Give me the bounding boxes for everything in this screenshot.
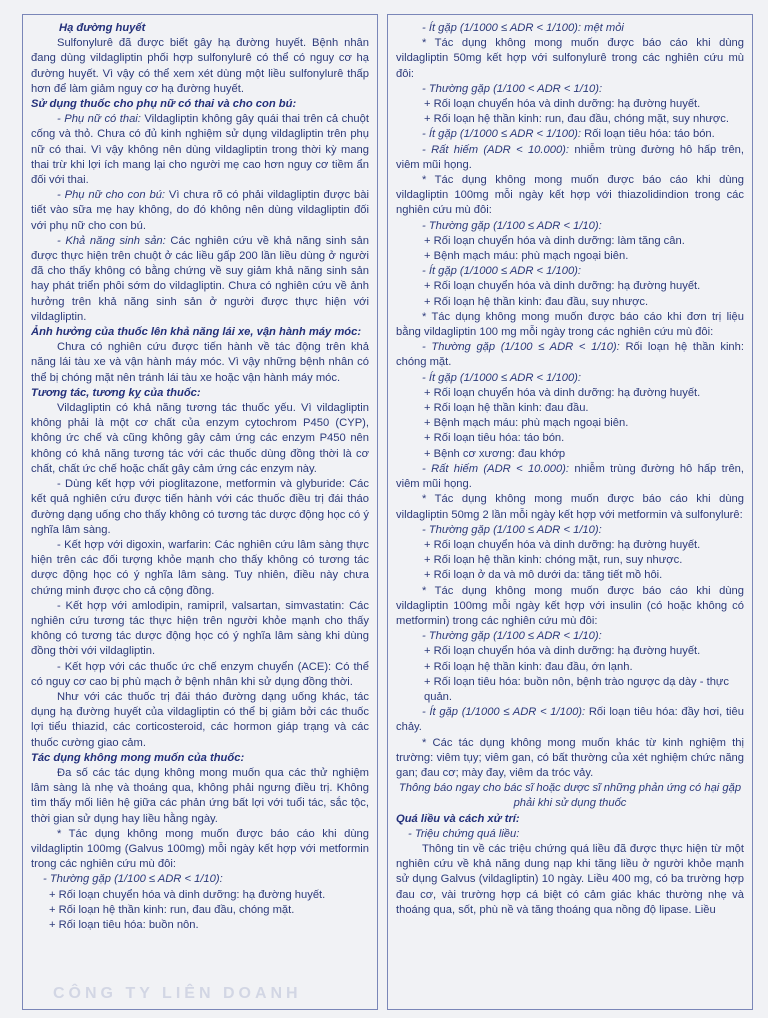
frequency-very-rare-row: [396, 462, 744, 492]
frequency-very-rare-row: [396, 143, 744, 173]
notice-report: Thông báo ngay cho bác sĩ hoặc dược sĩ những phản ứng có hại gặp phải khi sử dụng thuốc: [398, 782, 742, 810]
list-item: + Rối loạn chuyển hóa và dinh dưỡng: hạ đường huyết.: [424, 538, 701, 551]
text-fertility: Các nghiên cứu về khả năng sinh sản được thực hiện trên chuột ở các liều gấp 200 lần liều dùng ở người đã cho thấy không có bằng chứng về suy giảm khả năng sinh sản hay phát triển phôi sớm do vildagliptin. Chưa có nghiên cứu về ảnh hưởng trên khả năng sinh sản ở người được thực hiện với vildagliptin.: [31, 234, 369, 323]
list-item: + Rối loạn chuyển hóa và dinh dưỡng: làm tăng cân.: [424, 234, 685, 247]
list-item: + Rối loạn chuyển hóa và dinh dưỡng: hạ đường huyết.: [49, 888, 326, 901]
paragraph-insulin-combo: * Tác dụng không mong muốn được báo cáo khi dùng vildagliptin 100mg mỗi ngày kết hợp với insulin (có hoặc không có metformin) trong các nghiên cứu mù đôi:: [396, 584, 744, 627]
list-item: + Rối loạn hệ thần kinh: đau đầu.: [424, 402, 589, 415]
frequency-label: - Ít gặp (1/1000 ≤ ADR < 1/100):: [422, 706, 586, 719]
paragraph-lactation: [31, 188, 369, 234]
paragraph-interactions-4: - Kết hợp với amlodipin, ramipril, valsartan, simvastatin: Các nghiên cứu tương tác thực hiện trên người khỏe mạnh cho thấy không có tương tác dược động học có ý nghĩa lâm sàng khi dùng đồng thời với vildagliptin.: [31, 599, 369, 658]
paragraph-driving: Chưa có nghiên cứu được tiến hành về tác động trên khả năng lái tàu xe và vận hành máy móc. Vì vậy những bệnh nhân có thể bị chóng mặt nên tránh lái tàu xe hoặc vận hành máy móc.: [31, 341, 369, 384]
paragraph-fertility: [31, 234, 369, 325]
watermark-text: CÔNG TY LIÊN DOANH: [53, 984, 302, 1002]
paragraph-post-marketing: * Các tác dụng không mong muốn khác từ kinh nghiệm thị trường: viêm tụy; viêm gan, có bất thường của xét nghiệm chức năng gan; đau cơ; mày đay, viêm da tróc vảy.: [396, 736, 744, 779]
paragraph-adverse-2: * Tác dụng không mong muốn được báo cáo khi dùng vildagliptin 100mg (Galvus 100mg) mỗi ngày kết hợp với metformin trong các nghiên cứu mù đôi:: [31, 827, 369, 871]
list-item: + Rối loạn chuyển hóa và dinh dưỡng: hạ đường huyết.: [424, 98, 701, 111]
frequency-text: Rối loạn hệ thần kinh: chóng mặt.: [396, 341, 744, 369]
heading-interactions: Tương tác, tương kỵ của thuốc:: [31, 386, 201, 399]
list-item: + Rối loạn chuyển hóa và dinh dưỡng: hạ đường huyết.: [424, 280, 701, 293]
left-column: [22, 14, 378, 1010]
paragraph-monotherapy: * Tác dụng không mong muốn được báo cáo khi đơn trị liệu bằng vildagliptin 100 mg mỗi ngày trong các nghiên cứu mù đôi:: [396, 310, 744, 339]
list-item: + Rối loạn hệ thần kinh: đau đầu, ớn lạnh.: [424, 660, 633, 673]
paragraph-tzd-combo: * Tác dụng không mong muốn được báo cáo khi dùng vildagliptin 100mg mỗi ngày kết hợp với thiazolidindion trong các nghiên cứu mù đôi:: [396, 174, 744, 217]
paragraph-interactions-1: Vildagliptin có khả năng tương tác thuốc yếu. Vì vildagliptin không phải là một cơ chất của enzym cytochrom P450 (CYP), không ức chế và cũng không gây cảm ứng các enzym P450 nên không có khả năng tương tác với các thuốc dùng đồng thời là cơ chất, chất ức chế hoặc chất gây cảm ứng các enzym này.: [31, 402, 369, 475]
list-item: + Rối loạn hệ thần kinh: run, đau đầu, chóng mặt.: [49, 903, 295, 916]
list-item: + Rối loạn hệ thần kinh: đau đầu, suy nhược.: [424, 295, 649, 308]
frequency-uncommon: - Ít gặp (1/1000 ≤ ADR < 1/100):: [422, 371, 582, 384]
list-item: + Rối loạn ở da và mô dưới da: tăng tiết mồ hôi.: [424, 569, 663, 582]
list-item: + Bệnh mạch máu: phù mạch ngoại biên.: [424, 250, 629, 263]
paragraph-interactions-5: - Kết hợp với các thuốc ức chế enzym chuyển (ACE): Có thể có nguy cơ cao bị phù mạch ở bệnh nhân khi sử dụng đồng thời.: [31, 660, 369, 688]
list-item: + Rối loạn chuyển hóa và dinh dưỡng: hạ đường huyết.: [424, 645, 701, 658]
heading-pregnancy: Sử dụng thuốc cho phụ nữ có thai và cho con bú:: [31, 98, 297, 111]
frequency-common: - Thường gặp (1/100 < ADR < 1/10):: [422, 82, 603, 95]
frequency-label: - Rất hiếm (ADR < 10.000):: [422, 143, 570, 156]
list-item: + Rối loạn tiêu hóa: táo bón.: [424, 432, 565, 445]
frequency-label: - Ít gặp (1/1000 ≤ ADR < 1/100):: [422, 128, 582, 141]
label-lactation: - Phụ nữ cho con bú:: [57, 189, 166, 202]
heading-adverse-effects: Tác dụng không mong muốn của thuốc:: [31, 751, 245, 764]
frequency-text: Rối loạn tiêu hóa: táo bón.: [581, 128, 715, 141]
right-column: [387, 14, 753, 1010]
list-item: + Bệnh mạch máu: phù mạch ngoại biên.: [424, 417, 629, 430]
frequency-common: - Thường gặp (1/100 ≤ ADR < 1/10):: [422, 630, 602, 643]
frequency-label: - Thường gặp (1/100 ≤ ADR < 1/10):: [422, 341, 620, 354]
list-item: + Rối loạn hệ thần kinh: chóng mặt, run, suy nhược.: [424, 554, 683, 567]
paragraph-interactions-3: - Kết hợp với digoxin, warfarin: Các nghiên cứu lâm sàng thực hiện trên các đối tượng khỏe mạnh cho thấy không có tương tác dược động học có ý nghĩa lâm sàng. Tuy nhiên, điều này chưa chứng minh được cho cả cộng đồng.: [31, 538, 369, 597]
list-item: + Rối loạn chuyển hóa và dinh dưỡng: hạ đường huyết.: [424, 386, 701, 399]
frequency-text: nhiễm trùng đường hô hấp trên, viêm mũi họng.: [396, 143, 745, 171]
paragraph-su-combo: * Tác dụng không mong muốn được báo cáo khi dùng vildagliptin 50mg kết hợp với sulfonylurê trong các nghiên cứu mù đôi:: [396, 37, 744, 80]
paragraph-pregnancy: [31, 112, 369, 188]
text-lactation: Vì chưa rõ có phải vildagliptin được bài tiết vào sữa mẹ hay không, do đó không nên dùng vildagliptin đối với phụ nữ cho con bú.: [31, 189, 369, 232]
frequency-common: - Thường gặp (1/100 ≤ ADR < 1/10):: [422, 523, 602, 536]
label-pregnancy: - Phụ nữ có thai:: [57, 113, 141, 126]
frequency-uncommon-row: [396, 705, 744, 735]
paragraph-interactions-6: Như với các thuốc trị đái tháo đường dạng uống khác, tác dụng hạ đường huyết của vildagliptin có thể bị giảm bởi các thuốc lợi tiểu thiazid, các corticosteroid, các hormon giáp trạng và các thuốc cường giao cảm.: [31, 690, 369, 749]
list-item: + Rối loạn hệ thần kinh: run, đau đầu, chóng mặt, suy nhược.: [424, 113, 729, 126]
frequency-common: - Thường gặp (1/100 ≤ ADR < 1/10):: [43, 873, 223, 886]
frequency-text: Rối loạn tiêu hóa: đầy hơi, tiêu chảy.: [396, 706, 744, 734]
frequency-uncommon: - Ít gặp (1/1000 ≤ ADR < 1/100): mệt mỏi: [422, 22, 624, 34]
frequency-label: - Rất hiếm (ADR < 10.000):: [422, 462, 570, 475]
paragraph-overdose: Thông tin về các triệu chứng quá liều đã được thực hiện từ một nghiên cứu về khả năng dung nạp khi tăng liều ở người khỏe mạnh sử dụng Galvus (vildagliptin) 10 ngày. Liều 400 mg, có ba trường hợp đau cơ, vài trường hợp cá biệt có cảm giác khác thường nhẹ và thoáng qua, sốt, phù nề và tăng thoáng qua nồng độ lipase. Liều: [396, 842, 744, 916]
heading-driving: Ảnh hưởng của thuốc lên khả năng lái xe, vận hành máy móc:: [31, 326, 362, 339]
frequency-uncommon-row: [396, 127, 744, 142]
paragraph-interactions-2: - Dùng kết hợp với pioglitazone, metformin và glyburide: Các kết quả nghiên cứu được tiến hành với các thuốc điều trị đái tháo đường dạng uống cho thấy không có tương tác dược động học có ý nghĩa lâm sàng.: [31, 478, 369, 536]
overdose-symptoms-label: - Triệu chứng quá liều:: [408, 827, 520, 840]
frequency-common: - Thường gặp (1/100 ≤ ADR < 1/10):: [422, 219, 602, 232]
list-item: + Rối loạn tiêu hóa: buồn nôn, bệnh trào ngược dạ dày - thực quản.: [424, 675, 730, 703]
paragraph-adverse-1: Đa số các tác dụng không mong muốn qua các thử nghiệm lâm sàng là nhẹ và thoáng qua, không phải ngưng điều trị. Không tìm thấy mối liên hệ giữa các phản ứng bất lợi với tuổi tác, sắc tộc, thời gian sử dụng hay liều hằng ngày.: [31, 766, 369, 825]
list-item: + Rối loạn tiêu hóa: buồn nôn.: [49, 918, 199, 931]
frequency-common-row: [396, 340, 744, 370]
text-pregnancy: Vildagliptin không gây quái thai trên cả chuột cống và thỏ. Chưa có đủ kinh nghiệm sử dụng vildagliptin trên phụ nữ có thai. Vì vậy không nên dùng vildagliptin trong thời kỳ mang thai trừ khi lợi ích mang lại cho người mẹ cao hơn nguy cơ tiềm ẩn đối với thai.: [31, 113, 369, 187]
heading-hypoglycemia: Hạ đường huyết: [59, 22, 146, 34]
heading-overdose: Quá liều và cách xử trí:: [396, 812, 520, 825]
label-fertility: - Khả năng sinh sản:: [57, 234, 166, 247]
paragraph-hypoglycemia: Sulfonylurê đã được biết gây hạ đường huyết. Bệnh nhân đang dùng vildagliptin phối hợp sulfonylurê có thể có nguy cơ hạ đường huyết. Vì vậy có thể xem xét dùng một liều sulfonylurê thấp hơn để làm giảm nguy cơ hạ đường huyết.: [31, 37, 369, 95]
frequency-uncommon: - Ít gặp (1/1000 ≤ ADR < 1/100):: [422, 265, 582, 278]
paragraph-triple-combo: * Tác dụng không mong muốn được báo cáo khi dùng vildagliptin 50mg 2 lần mỗi ngày kết hợp với metformin và sulfonylurê:: [396, 493, 744, 521]
frequency-text: nhiễm trùng đường hô hấp trên, viêm mũi họng.: [396, 462, 745, 491]
list-item: + Bệnh cơ xương: đau khớp: [424, 447, 566, 460]
